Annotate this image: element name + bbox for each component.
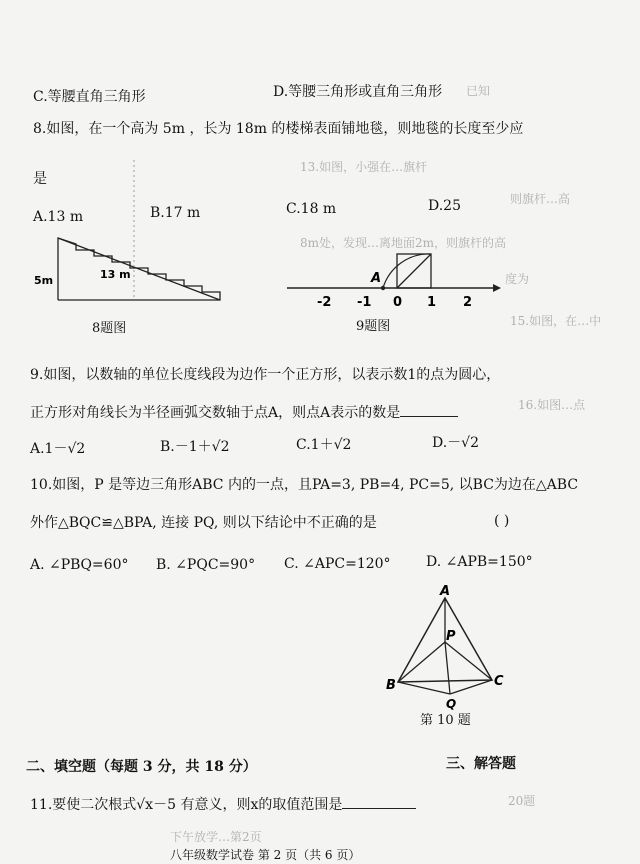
segment-bq [398, 682, 450, 694]
segment-pq [445, 642, 450, 694]
bleed-text: 则旗杆…高 [510, 192, 571, 206]
axis-arrow-icon [493, 284, 501, 292]
figure8-caption: 8题图 [92, 321, 127, 336]
q10-option-c: C. ∠APC=120° [284, 556, 391, 572]
q8-option-c: C.18 m [286, 201, 337, 217]
bleed-text: 下午放学…第2页 [170, 830, 262, 844]
triangle-figure [380, 584, 520, 710]
q9-option-c: C.1＋√2 [296, 437, 352, 453]
q9-stem-2: 正方形对角线长为半径画弧交数轴于点A，则点A表示的数是 [30, 404, 458, 422]
section-2-title: 二、填空题（每题 3 分，共 18 分） [26, 759, 257, 775]
tick-label: -1 [357, 295, 372, 310]
bleed-text: 15.如图，在…中 [510, 314, 602, 328]
q10-stem-2: 外作△BQC≌△BPA, 连接 PQ, 则以下结论中不正确的是 [30, 515, 377, 531]
q8-option-a: A.13 m [33, 209, 84, 225]
q8-stem: 8.如图，在一个高为 5m ，长为 18m 的楼梯表面铺地毯，则地毯的长度至少应 [33, 121, 524, 137]
q10-stem: 10.如图，P 是等边三角形ABC 内的一点，且PA=3, PB=4, PC=5, 以BC为边在△ABC [30, 477, 579, 493]
bleed-text: 已知 [466, 84, 491, 98]
q10-option-a: A. ∠PBQ=60° [30, 557, 129, 573]
bleed-text: 8m处，发现…离地面2m，则旗杆的高 [300, 236, 507, 250]
square-diagonal [397, 254, 431, 288]
tick-label: -2 [317, 295, 332, 310]
point-a-label: A [371, 271, 382, 286]
hypotenuse-label: 13 m [100, 268, 131, 281]
q8-stem-end: 是 [33, 171, 47, 187]
vertex-b-label: B [386, 678, 396, 693]
vertex-a-label: A [440, 584, 451, 599]
tick-label: 2 [463, 295, 473, 310]
q9-stem: 9.如图，以数轴的单位长度线段为边作一个正方形，以表示数1的点为圆心， [30, 367, 501, 383]
bleed-text: 13.如图，小强在…旗杆 [300, 160, 428, 174]
tick-label: 0 [393, 295, 403, 310]
q7-option-c: C.等腰直角三角形 [33, 89, 146, 105]
answer-blank [400, 404, 458, 417]
bleed-text: 16.如图…点 [518, 398, 586, 412]
staircase-figure [30, 160, 235, 310]
figure9-caption: 9题图 [356, 319, 391, 334]
q8-option-d: D.25 [428, 198, 461, 214]
answer-blank [342, 796, 416, 809]
point-q-label: Q [446, 697, 457, 710]
q10-option-b: B. ∠PQC=90° [156, 557, 256, 573]
staircase-hypotenuse [58, 238, 220, 300]
tick-label: 1 [427, 295, 437, 310]
q9-option-a: A.1－√2 [30, 441, 86, 457]
page-footer: 八年级数学试卷 第 2 页（共 6 页） [170, 848, 361, 862]
segment-pb [398, 642, 445, 682]
height-label: 5m [34, 274, 54, 287]
vertex-c-label: C [494, 674, 504, 689]
q10-option-d: D. ∠APB=150° [426, 554, 533, 570]
bleed-text: 20题 [508, 794, 536, 808]
bleed-text: 度为 [505, 272, 530, 286]
segment-cq [450, 680, 492, 694]
number-line-figure [285, 240, 505, 335]
q7-option-d: D.等腰三角形或直角三角形 [273, 84, 443, 100]
figure10-caption: 第 10 题 [420, 713, 471, 728]
point-p-label: P [446, 629, 456, 644]
section-3-title: 三、解答题 [446, 756, 516, 772]
q9-option-b: B.－1＋√2 [160, 439, 230, 455]
point-a-dot [381, 286, 385, 290]
segment-pc [445, 642, 492, 680]
arc [383, 254, 431, 288]
answer-paren: ( ) [494, 513, 510, 529]
q11-stem: 11.要使二次根式√x－5 有意义，则x的取值范围是 [30, 796, 416, 814]
q8-option-b: B.17 m [150, 205, 201, 221]
q9-option-d: D.－√2 [432, 435, 480, 451]
